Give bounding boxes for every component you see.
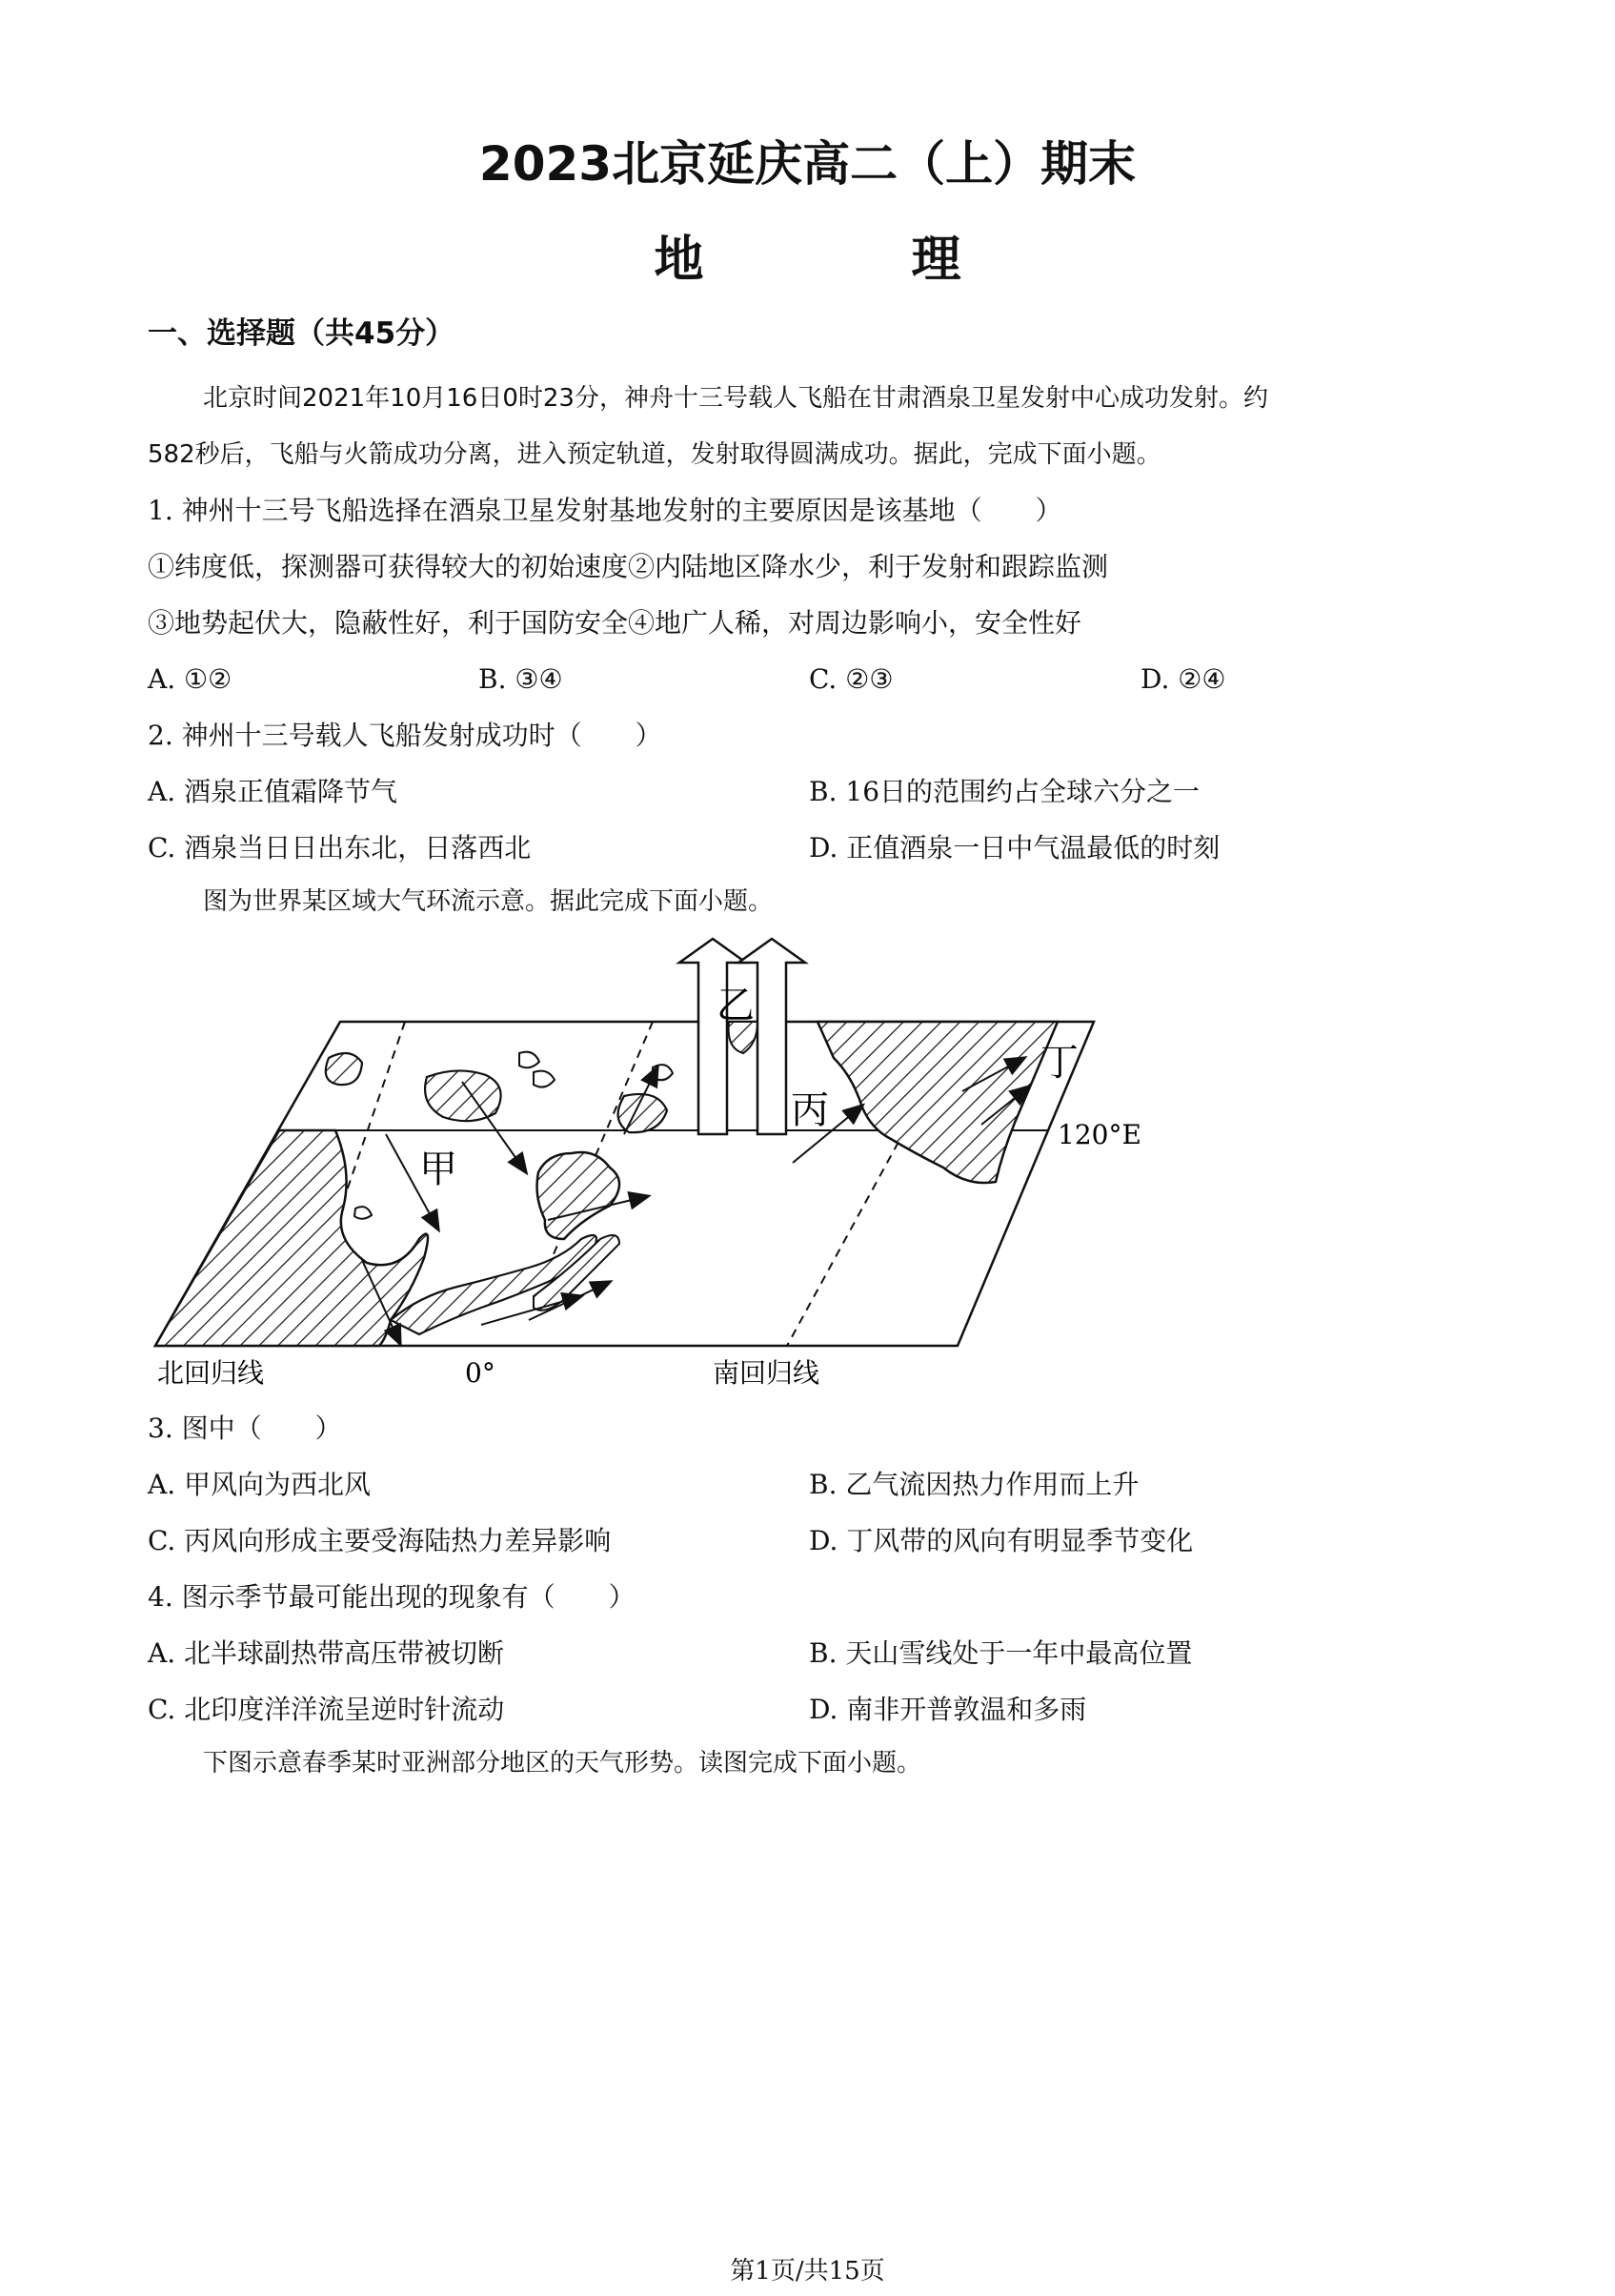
page-number: 第1页/共15页: [730, 2257, 885, 2286]
question-4-stem: 4. 图示季节最可能出现的现象有（ ）: [148, 1581, 636, 1613]
question-3-option-b[interactable]: B. 乙气流因热力作用而上升: [809, 1469, 1140, 1500]
label-tropic-cancer: 北回归线: [157, 1357, 265, 1389]
landmass-central: [537, 1152, 619, 1239]
label-tropic-capricorn: 南回归线: [713, 1357, 820, 1389]
question-4-option-b[interactable]: B. 天山雪线处于一年中最高位置: [809, 1637, 1193, 1669]
question-4-option-a[interactable]: A. 北半球副热带高压带被切断: [148, 1637, 505, 1669]
figure-intro: 图为世界某区域大气环流示意。据此完成下面小题。: [203, 887, 774, 916]
exam-title: 2023北京延庆高二（上）期末: [478, 136, 1137, 192]
island-1: [326, 1053, 362, 1085]
label-yi: 乙: [717, 984, 755, 1027]
question-1-option-c[interactable]: C. ②③: [809, 663, 894, 695]
question-3-option-d[interactable]: D. 丁风带的风向有明显季节变化: [809, 1525, 1194, 1556]
question-1-option-d[interactable]: D. ②④: [1141, 663, 1226, 695]
question-1-option-a[interactable]: A. ①②: [148, 663, 232, 695]
question-2-option-a[interactable]: A. 酒泉正值霜降节气: [148, 776, 398, 807]
landmass-east: [818, 1022, 1058, 1183]
intro-paragraph-line2: 582秒后，飞船与火箭成功分离，进入预定轨道，发射取得圆满成功。据此，完成下面小题。: [148, 440, 1161, 469]
question-3-option-c[interactable]: C. 丙风向形成主要受海陆热力差异影响: [148, 1525, 612, 1556]
label-120e: 120°E: [1058, 1119, 1141, 1150]
intro-paragraph-line1: 北京时间2021年10月16日0时23分，神舟十三号载人飞船在甘肃酒泉卫星发射中心成功发射。约: [203, 384, 1268, 413]
question-1-statement-line2: ③地势起伏大，隐蔽性好，利于国防安全④地广人稀，对周边影响小，安全性好: [148, 607, 1082, 639]
question-2-stem: 2. 神州十三号载人飞船发射成功时（ ）: [148, 720, 662, 751]
label-ding: 丁: [1040, 1041, 1079, 1085]
question-4-option-d[interactable]: D. 南非开普敦温和多雨: [809, 1694, 1087, 1725]
question-2-option-b[interactable]: B. 16日的范围约占全球六分之一: [809, 776, 1201, 807]
question-4-option-c[interactable]: C. 北印度洋洋流呈逆时针流动: [148, 1694, 505, 1725]
island-7: [354, 1207, 372, 1219]
question-3-stem: 3. 图中（ ）: [148, 1412, 342, 1444]
island-5: [618, 1094, 667, 1132]
island-4: [534, 1071, 555, 1087]
next-figure-intro: 下图示意春季某时亚洲部分地区的天气形势。读图完成下面小题。: [203, 1749, 922, 1778]
island-2: [425, 1070, 501, 1121]
label-0-degree: 0°: [465, 1357, 495, 1389]
island-3: [519, 1052, 539, 1068]
question-1-option-b[interactable]: B. ③④: [478, 663, 563, 695]
question-1-stem: 1. 神州十三号飞船选择在酒泉卫星发射基地发射的主要原因是该基地（ ）: [148, 495, 1062, 526]
question-2-option-c[interactable]: C. 酒泉当日日出东北，日落西北: [148, 832, 532, 864]
label-bing: 丙: [791, 1088, 829, 1132]
question-2-option-d[interactable]: D. 正值酒泉一日中气温最低的时刻: [809, 832, 1221, 864]
label-jia: 甲: [419, 1148, 457, 1191]
section-heading: 一、选择题（共45分）: [148, 316, 455, 351]
question-3-option-a[interactable]: A. 甲风向为西北风: [148, 1469, 372, 1500]
question-1-statement-line1: ①纬度低，探测器可获得较大的初始速度②内陆地区降水少，利于发射和跟踪监测: [148, 551, 1109, 582]
subject-title: 地 理: [654, 232, 1057, 289]
